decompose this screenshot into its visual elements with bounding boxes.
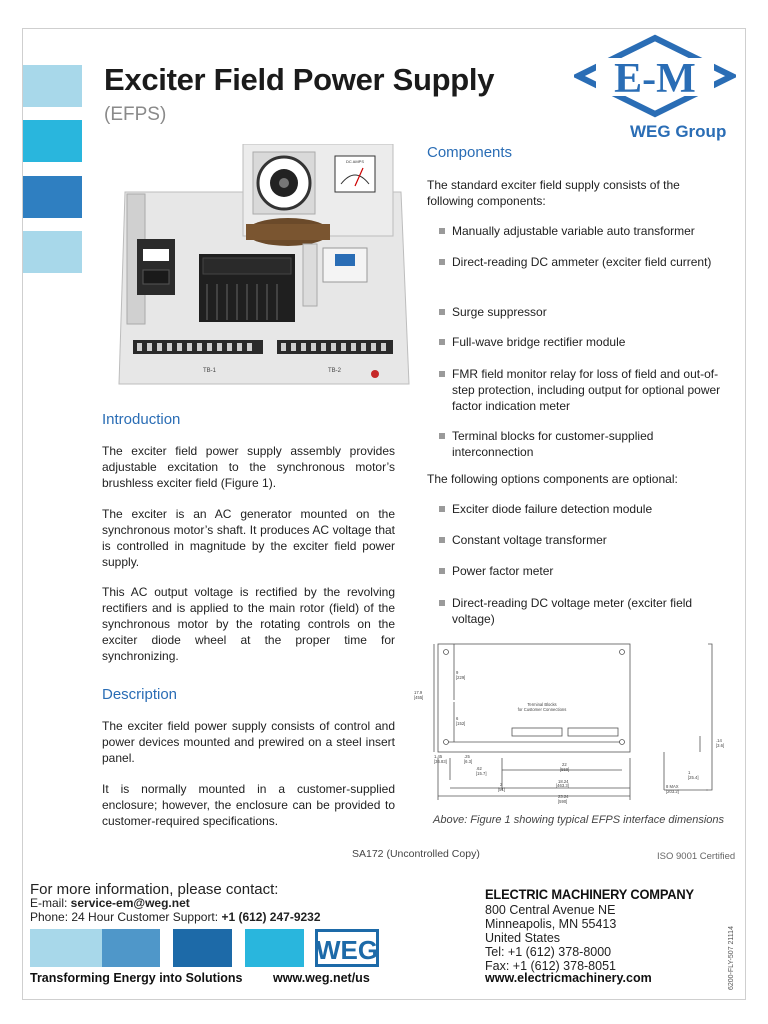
description-paragraph-1: The exciter field power supply consists of control and power devices mounted and prewired on a steel insert panel.: [102, 719, 395, 765]
optional-item: Constant voltage transformer: [439, 532, 729, 548]
address-line: 800 Central Avenue NE: [485, 903, 616, 917]
weg-logo-text: WEG: [315, 935, 379, 965]
dim-label: [3.6]: [716, 743, 725, 748]
dim-label: [559]: [560, 767, 570, 772]
components-intro: The standard exciter field supply consists of the following components:: [427, 178, 680, 208]
company-name: ELECTRIC MACHINERY COMPANY: [485, 886, 694, 902]
email-link[interactable]: service-em@weg.net: [70, 896, 190, 910]
tagline: Transforming Energy into Solutions: [30, 971, 243, 985]
weg-group-label: WEG Group: [630, 122, 727, 141]
optional-item: Exciter diode failure detection module: [439, 501, 729, 517]
email-line: E-mail: service-em@weg.net: [30, 896, 190, 910]
components-heading: Components: [427, 144, 513, 161]
bullet-square-icon: [439, 506, 445, 512]
dim-label: for Customer Connections: [517, 707, 567, 712]
fax-line: Fax: +1 (612) 378-8051: [485, 959, 616, 973]
figure-caption: Above: Figure 1 showing typical EFPS interface dimensions: [433, 814, 725, 826]
dim-label: 18.24: [558, 779, 569, 784]
page-subtitle: (EFPS): [104, 104, 167, 125]
component-item: Surge suppressor: [439, 304, 729, 320]
description-heading: Description: [102, 686, 178, 703]
dim-label: .62: [476, 766, 482, 771]
weg-url-link[interactable]: www.weg.net/us: [273, 971, 370, 985]
dimension-drawing: [412, 640, 740, 812]
dim-label: Terminal Blocks: [527, 702, 557, 707]
contact-heading: For more information, please contact:: [30, 881, 279, 898]
dim-label: .14: [716, 738, 722, 743]
tb-right-label: TB-2: [328, 368, 342, 374]
bullet-square-icon: [439, 228, 445, 234]
document-number: 6200-FLY-507 21114: [728, 926, 735, 990]
dim-label: [25.4]: [688, 775, 699, 780]
intro-paragraph-3: This AC output voltage is rectified by the revolving rectifiers and is applied to the main rotor (field) of the synchronous motor by the rotating controls on the exciter diode wheel at the proper time for synchronizing.: [102, 585, 395, 663]
component-item: Manually adjustable variable auto transformer: [439, 223, 729, 239]
dim-label: [15.7]: [476, 771, 487, 776]
dim-label: 2: [500, 782, 503, 787]
dim-label: 17.9: [414, 690, 423, 695]
dim-label: .25: [464, 754, 470, 759]
dim-label: 9: [456, 670, 459, 675]
optional-intro: The following options components are optional:: [427, 472, 678, 486]
bullet-square-icon: [439, 600, 445, 606]
dim-label: [229]: [456, 675, 466, 680]
description-paragraph-2: It is normally mounted in a customer-supplied enclosure; however, the enclosure can be provided to customer-required specifications.: [102, 782, 395, 828]
intro-paragraph-2: The exciter is an AC generator mounted on the synchronous motor’s shaft. It produces AC voltage that is controlled in magnitude by the exciter field power supply.: [102, 507, 395, 569]
dim-label: 23.24: [558, 794, 569, 799]
decor-square-3: [23, 176, 82, 218]
company-url-link[interactable]: www.electricmachinery.com: [485, 971, 652, 985]
dim-label: 6: [456, 716, 459, 721]
dim-label: [36.83]: [434, 759, 447, 764]
intro-paragraph-1: The exciter field power supply assembly provides adjustable excitation to the synchronous motor’s brushless exciter field (Figure 1).: [102, 444, 395, 490]
bullet-square-icon: [439, 371, 445, 377]
optional-item: Power factor meter: [439, 563, 729, 579]
footer-band-4: [173, 929, 232, 967]
introduction-heading: Introduction: [102, 411, 181, 428]
tb-left-label: TB-1: [203, 368, 217, 374]
dim-label: 1: [688, 770, 691, 775]
dim-label: [463.3]: [556, 783, 569, 788]
phone-number: +1 (612) 247-9232: [221, 910, 321, 924]
phone-line: Phone: 24 Hour Customer Support: +1 (612) 247-9232: [30, 910, 321, 924]
dim-label: [152]: [456, 721, 466, 726]
meter-label: DC AMPS: [345, 159, 365, 164]
dim-label: 8 MAX: [666, 784, 679, 789]
component-item: Direct-reading DC ammeter (exciter field current): [439, 254, 729, 270]
dim-label: [51]: [498, 787, 505, 792]
logo-text: E-M: [614, 56, 696, 102]
decor-square-1: [23, 65, 82, 107]
weg-logo: [315, 929, 379, 967]
bullet-square-icon: [439, 537, 445, 543]
uncontrolled-copy-note: SA172 (Uncontrolled Copy): [352, 848, 480, 860]
decor-square-2: [23, 120, 82, 162]
page-title: Exciter Field Power Supply: [104, 62, 495, 97]
footer-band-3: [102, 929, 160, 967]
dim-label: 1.45: [434, 754, 443, 759]
dim-label: 22: [562, 762, 567, 767]
bullet-square-icon: [439, 309, 445, 315]
dim-label: [203.2]: [666, 789, 679, 794]
bullet-square-icon: [439, 433, 445, 439]
iso-certified: ISO 9001 Certified: [657, 851, 736, 862]
product-photo: [103, 144, 413, 394]
optional-item: Direct-reading DC voltage meter (exciter field voltage): [439, 595, 729, 627]
bullet-square-icon: [439, 339, 445, 345]
component-item: FMR field monitor relay for loss of field and out-of-step protection, including output for optional power factor indication meter: [439, 366, 729, 414]
component-item: Full-wave bridge rectifier module: [439, 334, 729, 350]
dim-label: [590]: [558, 799, 568, 804]
footer-band-5: [245, 929, 304, 967]
tel-line: Tel: +1 (612) 378-8000: [485, 945, 612, 959]
dim-label: [455]: [414, 695, 424, 700]
address-line: United States: [485, 931, 561, 945]
bullet-square-icon: [439, 259, 445, 265]
dim-label: [6.3]: [464, 759, 473, 764]
component-item: Terminal blocks for customer-supplied interconnection: [439, 428, 729, 460]
address-line: Minneapolis, MN 55413: [485, 917, 617, 931]
decor-square-4: [23, 231, 82, 273]
bullet-square-icon: [439, 568, 445, 574]
